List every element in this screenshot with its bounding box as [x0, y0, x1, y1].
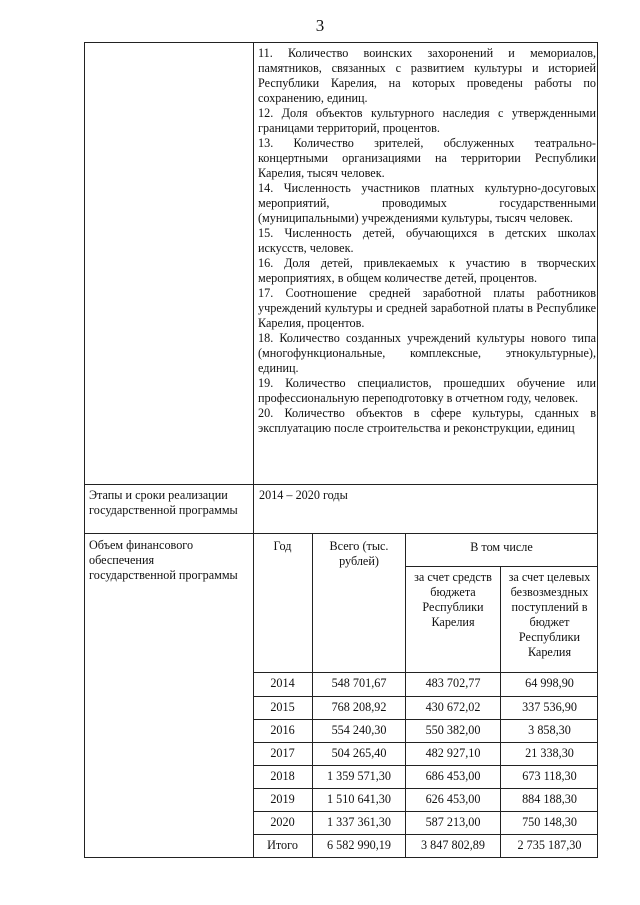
indicator-item: 13. Количество зрителей, обслуженных театрально-концертными организациями на территории Республики Карелия, тысяч человек. [258, 136, 596, 180]
stages-value: 2014 – 2020 годы [259, 488, 348, 502]
page-number: 3 [315, 16, 325, 35]
indicator-item: 16. Доля детей, привлекаемых к участию в творческих мероприятиях, в общем количестве детей, процентов. [258, 256, 596, 285]
finance-table-line [405, 566, 598, 567]
header-including: В том числе [470, 540, 533, 554]
finance-label: Объем финансового обеспечения государственной программы [89, 538, 238, 582]
indicator-item: 15. Численность детей, обучающихся в детских школах искусств, человек. [258, 226, 596, 255]
header-budget: за счет средств бюджета Республики Карелия [414, 570, 492, 629]
table-row-grants: 750 148,30 [522, 815, 577, 829]
table-row-total: 554 240,30 [331, 723, 387, 737]
table-row-grants: 21 338,30 [525, 746, 574, 760]
finance-table-line [253, 788, 598, 789]
indicator-item: 19. Количество специалистов, прошедших обучение или профессиональную переподготовку в отчетном году, человек. [258, 376, 596, 405]
indicator-item: 14. Численность участников платных культурно-досуговых мероприятий, проводимых государственными (муниципальными) учреждениями культуры, тысяч человек. [258, 181, 596, 225]
table-row-year: 2020 [270, 815, 295, 829]
table-row-year: 2016 [270, 723, 295, 737]
row-separator [84, 484, 598, 485]
table-row-grants: 884 188,30 [522, 792, 577, 806]
indicator-item: 11. Количество воинских захоронений и мемориалов, памятников, связанных с развитием культуры и историей Республики Карелия, на которых проведены работы по сохранению, единиц. [258, 46, 596, 105]
table-row-total: 1 510 641,30 [327, 792, 391, 806]
indicator-item: 12. Доля объектов культурного наследия с утвержденными границами территорий, процентов. [258, 106, 596, 135]
table-row-total: 1 359 571,30 [327, 769, 391, 783]
header-total: Всего (тыс. рублей) [329, 539, 389, 568]
table-row-budget: 430 672,02 [425, 700, 481, 714]
table-row-total: 6 582 990,19 [327, 838, 391, 852]
row-separator [84, 533, 598, 534]
indicator-item: 17. Соотношение средней заработной платы работников учреждений культуры и средней заработной платы в Республике Карелия, процентов. [258, 286, 596, 330]
table-row-year: Итого [267, 838, 298, 852]
table-row-grants: 337 536,90 [522, 700, 577, 714]
table-row-year: 2015 [270, 700, 295, 714]
stages-label: Этапы и сроки реализации государственной программы [89, 488, 238, 517]
table-row-year: 2014 [270, 676, 295, 690]
table-row-budget: 587 213,00 [425, 815, 481, 829]
table-row-budget: 550 382,00 [425, 723, 481, 737]
table-row-grants: 64 998,90 [525, 676, 574, 690]
finance-table-line [253, 742, 598, 743]
header-year: Год [273, 539, 292, 553]
finance-table-line [253, 719, 598, 720]
finance-table-line [253, 811, 598, 812]
table-row-year: 2019 [270, 792, 295, 806]
indicators-list [258, 46, 596, 436]
table-row-grants: 673 118,30 [522, 769, 577, 783]
table-row-budget: 482 927,10 [425, 746, 481, 760]
table-row-budget: 3 847 802,89 [421, 838, 485, 852]
table-row-total: 548 701,67 [331, 676, 387, 690]
table-row-grants: 3 858,30 [528, 723, 571, 737]
table-row-budget: 483 702,77 [425, 676, 481, 690]
finance-table-line [253, 672, 598, 673]
table-row-year: 2018 [270, 769, 295, 783]
finance-table-line [253, 696, 598, 697]
table-row-year: 2017 [270, 746, 295, 760]
indicator-item: 18. Количество созданных учреждений культуры нового типа (многофункциональные, комплексные, этнокультурные), единиц. [258, 331, 596, 375]
table-row-grants: 2 735 187,30 [517, 838, 582, 852]
table-row-total: 1 337 361,30 [327, 815, 391, 829]
table-row-budget: 686 453,00 [425, 769, 481, 783]
header-grants: за счет целевых безвозмездных поступлений в бюджет Республики Карелия [508, 570, 591, 659]
table-row-total: 768 208,92 [331, 700, 387, 714]
indicator-item: 20. Количество объектов в сфере культуры, сданных в эксплуатацию после строительства и реконструкции, единиц [258, 406, 596, 435]
table-row-budget: 626 453,00 [425, 792, 481, 806]
finance-table-line [253, 834, 598, 835]
table-row-total: 504 265,40 [331, 746, 387, 760]
finance-table-line [253, 765, 598, 766]
